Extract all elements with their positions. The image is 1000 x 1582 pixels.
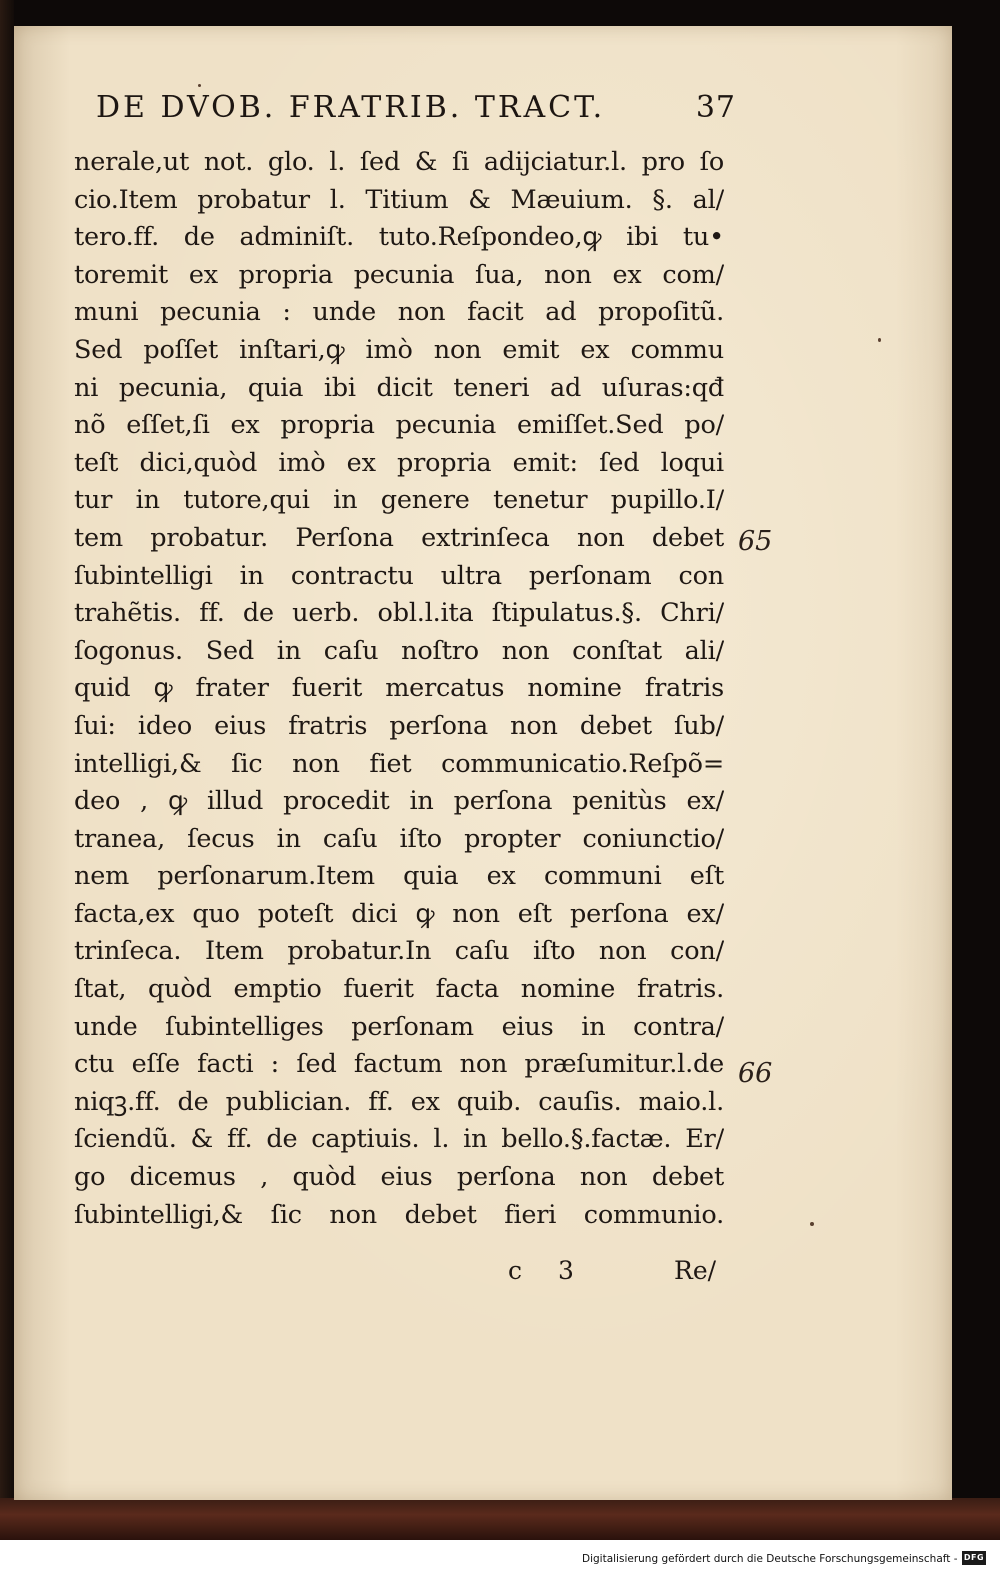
text-line: ſui: ideo eius fratris perſona non debet ſub/	[74, 710, 724, 741]
text-line: tur in tutore,qui in genere tenetur pupillo.I/	[74, 485, 724, 516]
signature-mark: c 3	[508, 1256, 588, 1285]
text-line: tranea, ſecus in caſu iſto propter coniunctio/	[74, 823, 724, 854]
text-line: nerale,ut not. glo. l. ſed & ſi adijciatur.l. pro ſo	[74, 147, 724, 177]
text-line: toremit ex propria pecunia ſua, non ex com/	[74, 259, 724, 290]
text-line: teſt dici,quòd imò ex propria emit: ſed loqui	[74, 447, 724, 478]
text-line: go dicemus , quòd eius perſona non debet	[74, 1162, 724, 1193]
text-line: ſciendũ. & ff. de captiuis. l. in bello.§.factæ. Er/	[74, 1124, 724, 1155]
text-line: intelligi,& ſic non fiet communicatio.Reſpõ=	[74, 748, 724, 779]
binding-edge	[0, 0, 14, 1540]
text-line: facta,ex quo poteſt dici ꝙ non eſt perſona ex/	[74, 898, 724, 929]
text-line: deo , ꝙ illud procedit in perſona penitùs ex/	[74, 786, 724, 817]
text-line: tero.ff. de adminiſt. tuto.Reſpondeo,ꝙ ibi tu•	[74, 222, 724, 253]
text-line: niqꝫ.ff. de publician. ff. ex quib. cauſis. maio.l.	[74, 1086, 724, 1117]
catchword: Re/	[674, 1256, 717, 1285]
text-line: nõ eſſet,ſi ex propria pecunia emiſſet.Sed po/	[74, 410, 724, 441]
paper-speck	[810, 1222, 814, 1226]
paper-speck	[878, 338, 881, 342]
marginal-note: 65	[738, 526, 773, 557]
text-line: quid ꝙ frater fuerit mercatus nomine fratris	[74, 673, 724, 704]
text-line: muni pecunia : unde non facit ad propoſitũ.	[74, 297, 724, 328]
digitization-credit: Digitalisierung gefördert durch die Deutsche Forschungsgemeinschaft -	[582, 1553, 958, 1565]
marginal-note: 66	[738, 1058, 773, 1089]
text-line: ſogonus. Sed in caſu noſtro non conſtat ali/	[74, 635, 724, 666]
page-number: 37	[695, 90, 736, 125]
dfg-logo: DFG	[962, 1551, 986, 1565]
text-line: unde ſubintelliges perſonam eius in contra/	[74, 1011, 724, 1042]
text-line: ctu eſſe facti : ſed factum non præſumitur.l.de	[74, 1049, 724, 1080]
text-line: tem probatur. Perſona extrinſeca non debet	[74, 522, 724, 553]
text-line: Sed poſſet inſtari,ꝙ imò non emit ex commu	[74, 334, 724, 365]
running-head	[96, 82, 736, 134]
text-line: ſtat, quòd emptio fuerit facta nomine fratris.	[74, 974, 724, 1005]
text-line: cio.Item probatur l. Titium & Mæuium. §. al/	[74, 184, 724, 215]
text-block	[74, 144, 724, 1234]
running-title: DE DVOB. FRATRIB. TRACT.	[96, 90, 606, 125]
book-cover-edge	[0, 1498, 1000, 1540]
text-line: trahẽtis. ff. de uerb. obl.l.ita ſtipulatus.§. Chri/	[74, 598, 724, 629]
text-line: ni pecunia, quia ibi dicit teneri ad uſuras:qđ	[74, 372, 724, 403]
text-line: nem perſonarum.Item quia ex communi eſt	[74, 861, 724, 892]
text-line: ſubintelligi,& ſic non debet fieri communio.	[74, 1199, 724, 1230]
text-line: trinſeca. Item probatur.In caſu iſto non con/	[74, 936, 724, 967]
text-line: ſubintelligi in contractu ultra perſonam con	[74, 560, 724, 591]
